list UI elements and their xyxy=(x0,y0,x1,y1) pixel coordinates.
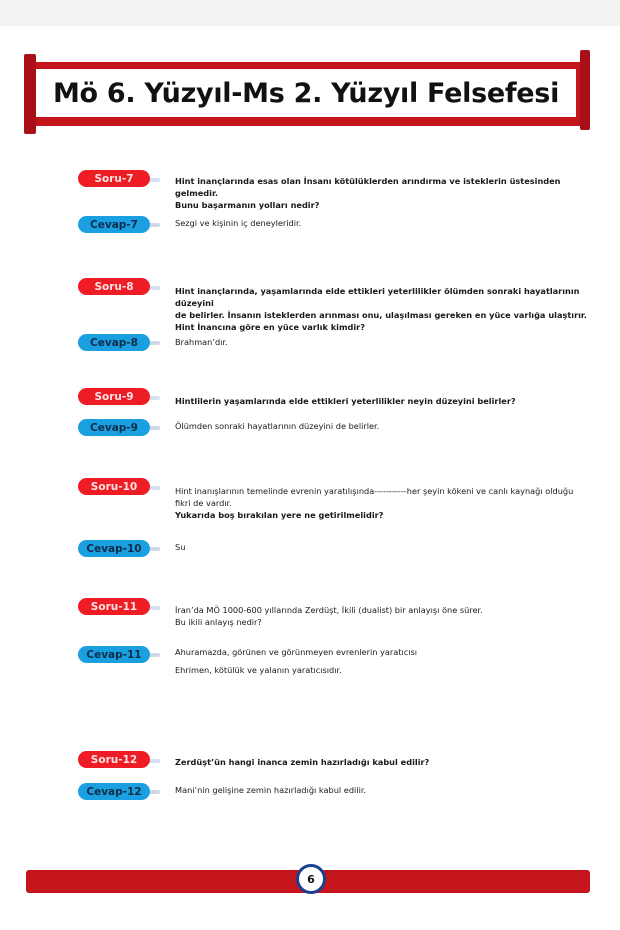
answer-text-7 xyxy=(175,217,595,229)
question-text-12 xyxy=(175,756,595,768)
answer-label-10: Cevap-10 xyxy=(78,540,150,557)
answer-text-8 xyxy=(175,336,595,348)
answer-line: Brahman’dır. xyxy=(175,337,228,347)
answer-line: Ehrimen, kötülük ve yalanın yaratıcısıdır. xyxy=(175,665,342,675)
question-label-7: Soru-7 xyxy=(78,170,150,187)
answer-label-7: Cevap-7 xyxy=(78,216,150,233)
answer-text-12 xyxy=(175,784,595,796)
question-line: Bunu başarmanın yolları nedir? xyxy=(175,200,320,210)
question-text-9 xyxy=(175,395,595,407)
page-title: Mö 6. Yüzyıl-Ms 2. Yüzyıl Felsefesi xyxy=(52,77,560,109)
question-text-7 xyxy=(175,175,595,211)
question-text-8 xyxy=(175,285,595,333)
answer-text-10 xyxy=(175,541,595,553)
answer-line: Ölümden sonraki hayatlarının düzeyini de belirler. xyxy=(175,421,380,431)
question-line: Hint inançlarında, yaşamlarında elde ettikleri yeterlilikler ölümden sonraki hayatlarının düzeyini xyxy=(175,286,580,308)
question-text-10 xyxy=(175,485,595,521)
question-line: Bu ikili anlayış nedir? xyxy=(175,617,262,627)
question-label-12: Soru-12 xyxy=(78,751,150,768)
question-line: İran’da MÖ 1000-600 yıllarında Zerdüşt, İkili (dualist) bir anlayışı öne sürer. xyxy=(175,605,483,615)
answer-label-9: Cevap-9 xyxy=(78,419,150,436)
answer-line: Ahuramazda, görünen ve görünmeyen evrenlerin yaratıcısı xyxy=(175,647,418,657)
answer-label-8: Cevap-8 xyxy=(78,334,150,351)
question-line: de belirler. İnsanın isteklerden arınması onu, ulaşılması gereken en yüce varlığa ulaştırır. xyxy=(175,310,587,320)
answer-line: Sezgi ve kişinin iç deneyleridir. xyxy=(175,218,302,228)
question-line: Hintlilerin yaşamlarında elde ettikleri yeterlilikler neyin düzeyini belirler? xyxy=(175,396,516,406)
question-label-8: Soru-8 xyxy=(78,278,150,295)
question-line: fikri de vardır. xyxy=(175,498,232,508)
question-line: Hint inançlarında esas olan İnsanı kötülüklerden arındırma ve isteklerin üstesinden gelmedir. xyxy=(175,176,561,198)
question-label-10: Soru-10 xyxy=(78,478,150,495)
question-line: Hint İnancına göre en yüce varlık kimdir? xyxy=(175,322,365,332)
question-text-11 xyxy=(175,604,595,628)
answer-label-11: Cevap-11 xyxy=(78,646,150,663)
page-number: 6 xyxy=(296,864,326,894)
title-box xyxy=(36,69,576,117)
question-line: Yukarıda boş bırakılan yere ne getirilmelidir? xyxy=(175,510,384,520)
question-label-11: Soru-11 xyxy=(78,598,150,615)
answer-line: Su xyxy=(175,542,186,552)
answer-label-12: Cevap-12 xyxy=(78,783,150,800)
question-label-9: Soru-9 xyxy=(78,388,150,405)
answer-text-11 xyxy=(175,646,595,676)
question-line: Hint inanışlarının temelinde evrenin yaratılışında-----------her şeyin kökeni ve canlı kaynağı olduğu xyxy=(175,486,574,496)
answer-line: Mani’nin gelişine zemin hazırladığı kabul edilir. xyxy=(175,785,367,795)
top-band xyxy=(0,0,620,26)
question-line: Zerdüşt’ün hangi inanca zemin hazırladığı kabul edilir? xyxy=(175,757,430,767)
answer-text-9 xyxy=(175,420,595,432)
title-frame xyxy=(26,62,586,126)
